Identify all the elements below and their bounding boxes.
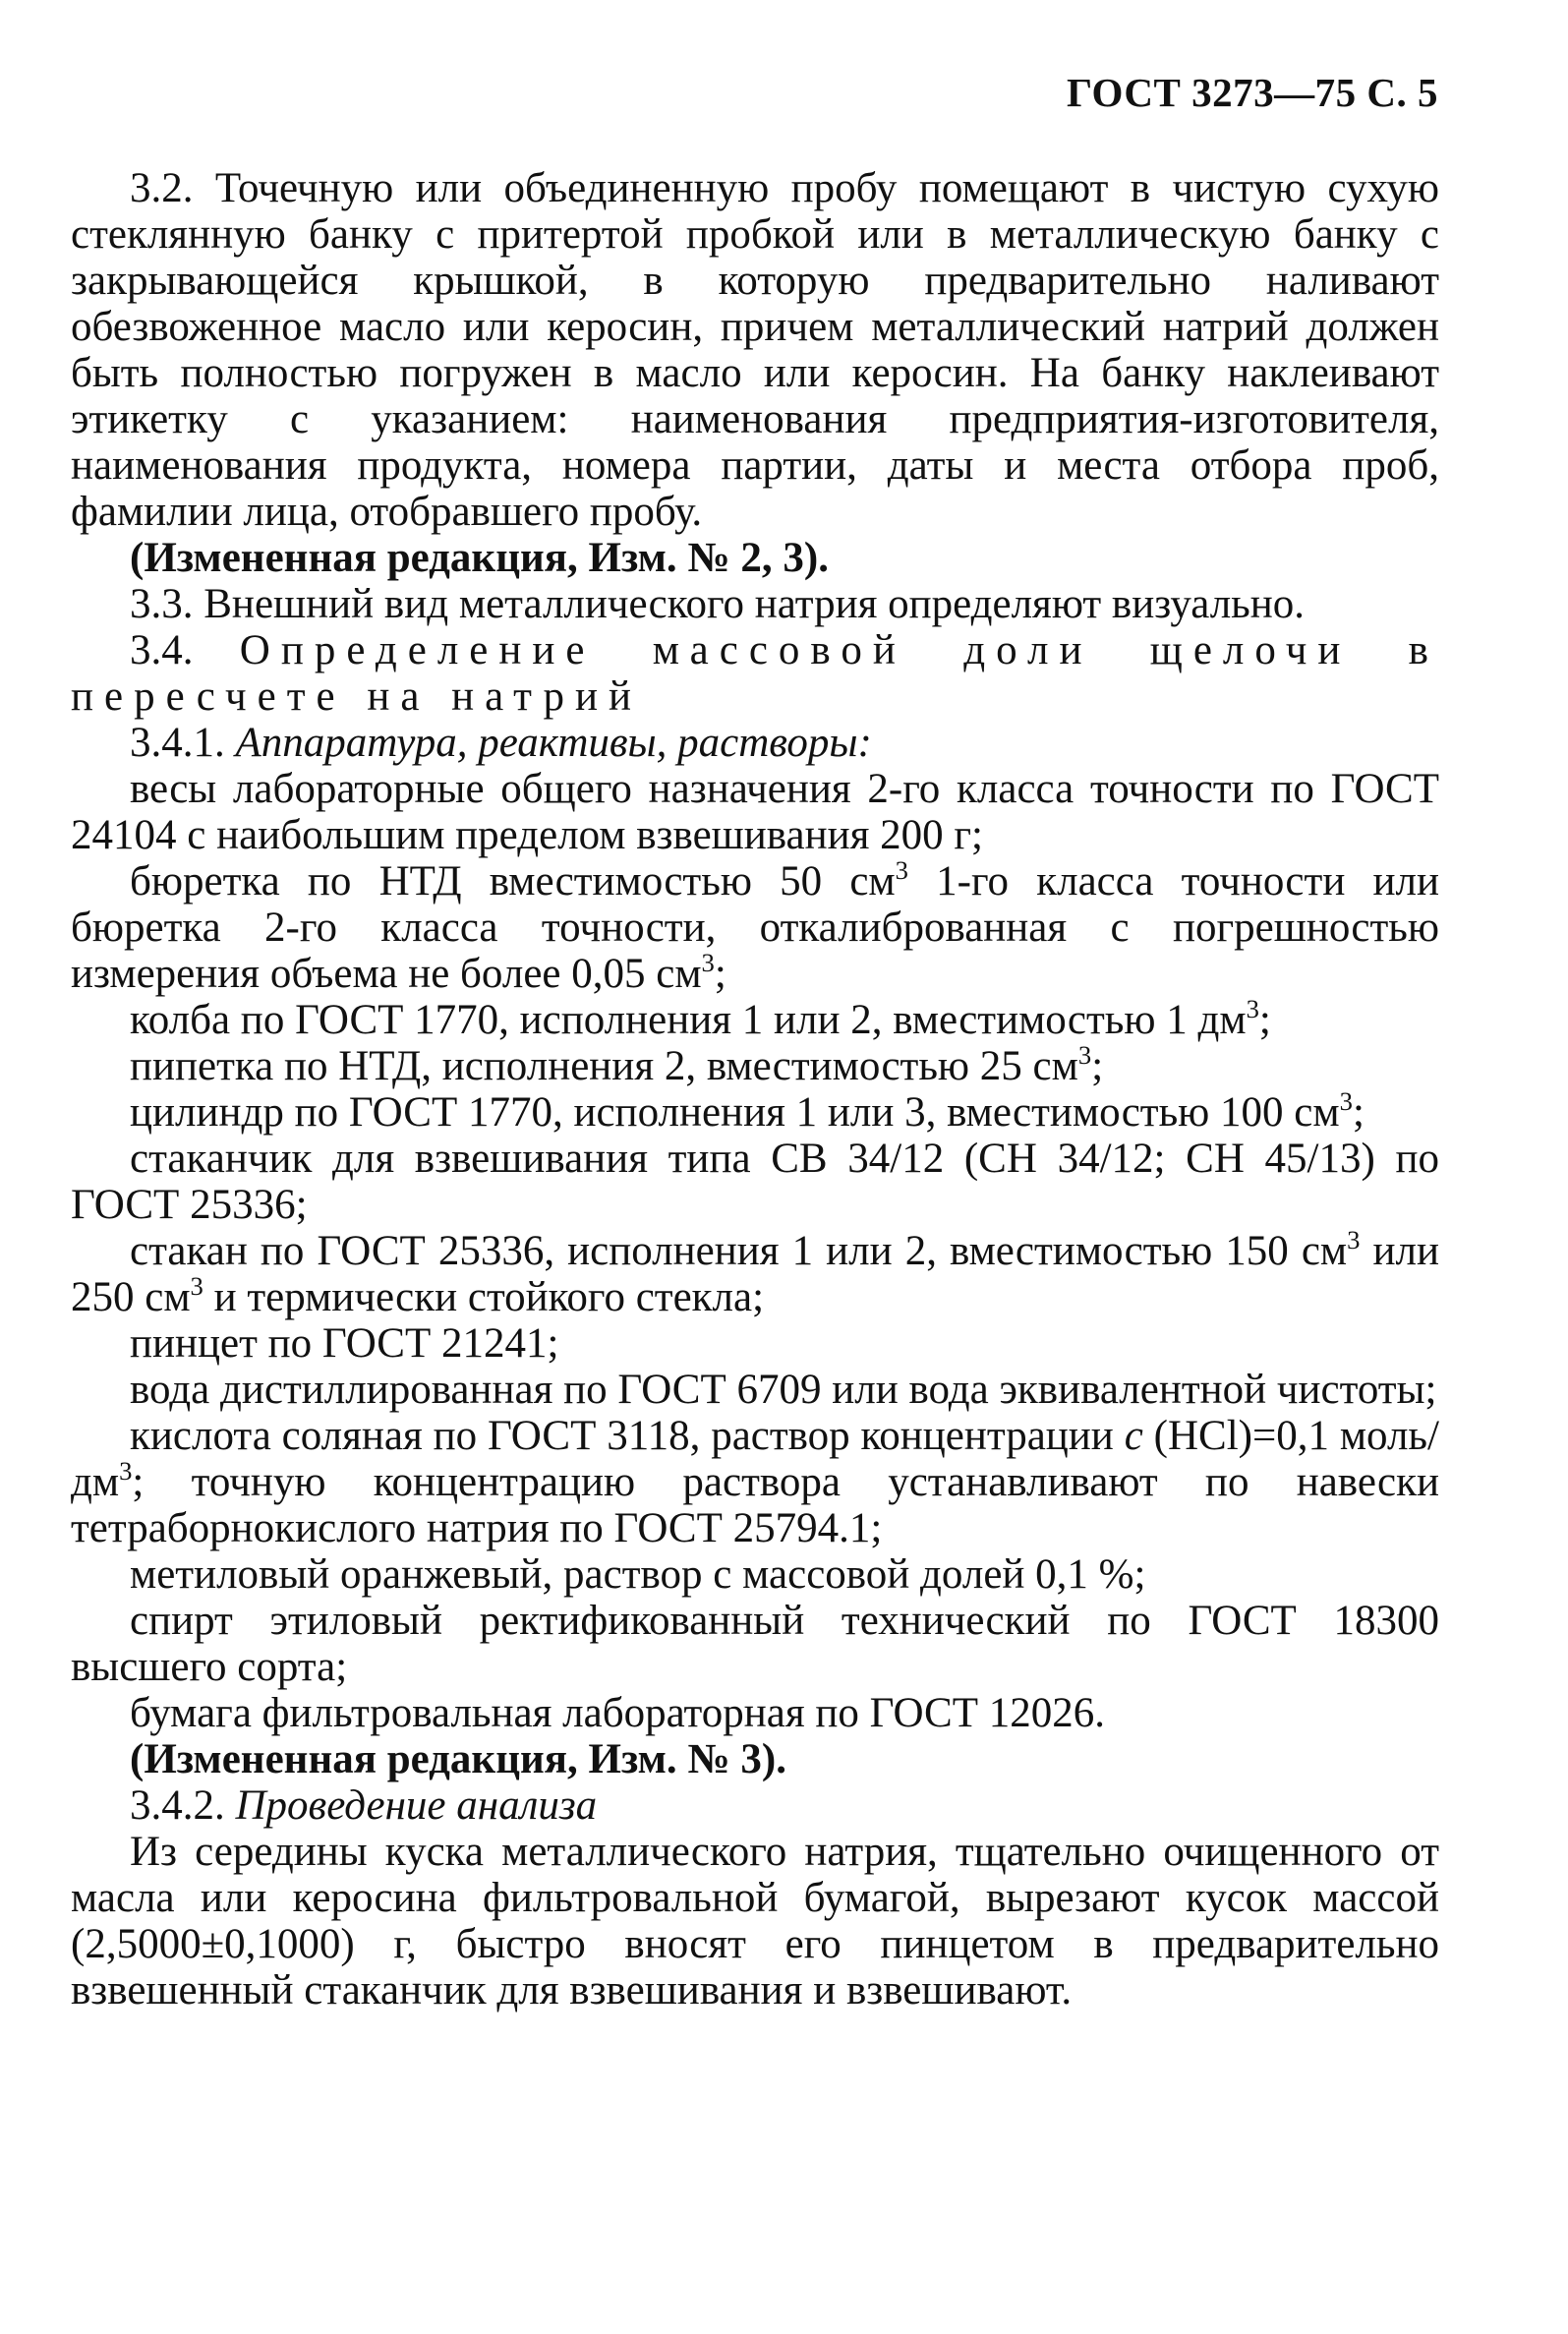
item-cylinder-text-2: ; <box>1352 1089 1365 1136</box>
heading-3-4-title: Определение массовой доли щелочи в пересчете на натрий <box>71 627 1439 720</box>
item-weighing-cup: стаканчик для взвешивания типа СВ 34/12 (СН 34/12; СН 45/13) по ГОСТ 25336; <box>71 1136 1439 1228</box>
superscript: 3 <box>1347 1225 1361 1255</box>
heading-3-4 <box>71 627 1439 720</box>
item-pipette-text-2: ; <box>1091 1043 1104 1089</box>
item-cylinder <box>71 1086 1439 1136</box>
item-filter-paper: бумага фильтровальная лабораторная по ГОСТ 12026. <box>130 1690 1105 1736</box>
superscript: 3 <box>190 1271 203 1301</box>
item-ethanol: спирт этиловый ректификованный технический по ГОСТ 18300 высшего сорта; <box>71 1598 1439 1690</box>
superscript: 3 <box>895 855 908 885</box>
item-methyl-orange: метиловый оранжевый, раствор с массовой долей 0,1 %; <box>130 1551 1146 1598</box>
amendment-note-3-2: (Измененная редакция, Изм. № 2, 3). <box>130 535 829 581</box>
item-flask-text-2: ; <box>1258 997 1271 1043</box>
superscript: 3 <box>1246 994 1259 1023</box>
heading-3-4-2 <box>71 1782 1439 1829</box>
paragraph-3-3: 3.3. Внешний вид металлического натрия определяют визуально. <box>130 581 1306 627</box>
heading-3-4-1 <box>71 720 1439 766</box>
heading-3-4-2-title: Проведение анализа <box>235 1782 598 1829</box>
amendment-note-3-4-1: (Измененная редакция, Изм. № 3). <box>130 1736 786 1782</box>
item-acid <box>71 1413 1439 1551</box>
item-water: вода дистиллированная по ГОСТ 6709 или вода эквивалентной чистоты; <box>130 1367 1437 1413</box>
paragraph-3-2: 3.2. Точечную или объединенную пробу помещают в чистую сухую стеклянную банку с притертой пробкой или в металлическую банку с закрывающейся крышкой, в которую предварительно наливают обезвоженное масло или керосин, причем металлический натрий должен быть полностью погружен в масло или керосин. На банку наклеивают этикетку с указанием: наименования предприятия-изготовителя, наименования продукта, номера партии, даты и места отбора проб, фамилии лица, отобравшего пробу. <box>71 165 1439 535</box>
item-flask-text-1: колба по ГОСТ 1770, исполнения 1 или 2, вместимостью 1 дм <box>130 997 1247 1043</box>
item-scales: весы лабораторные общего назначения 2-го класса точности по ГОСТ 24104 с наибольшим пределом взвешивания 200 г; <box>71 766 1439 858</box>
item-acid-text-2: (HCl)=0,1 моль/дм <box>71 1413 1439 1505</box>
item-acid-concentration-symbol: c <box>1124 1413 1143 1459</box>
superscript: 3 <box>701 948 715 977</box>
item-beaker <box>71 1225 1440 1320</box>
superscript: 3 <box>1339 1086 1353 1116</box>
paragraph-3-4-2: Из середины куска металлического натрия, тщательно очищенного от масла или керосина фильтровальной бумагой, вырезают кусок массой (2,5000±0,1000) г, быстро вносят его пинцетом в предварительно взвешенный стаканчик для взвешивания и взвешивают. <box>71 1829 1439 2013</box>
item-burette-text-2: 1-го класса точности или бюретка 2-го класса точности, откалиброванная с погрешностью измерения объема не более 0,05 см <box>71 858 1439 997</box>
item-burette-text-3: ; <box>714 951 726 997</box>
heading-3-4-1-title: Аппаратура, реактивы, растворы: <box>235 720 872 766</box>
item-beaker-text-3: и термически стойкого стекла; <box>203 1274 765 1320</box>
item-acid-text-1: кислота соляная по ГОСТ 3118, раствор концентрации <box>130 1413 1125 1459</box>
item-cylinder-text-1: цилиндр по ГОСТ 1770, исполнения 1 или 3, вместимостью 100 см <box>130 1089 1340 1136</box>
item-beaker-text-2: или 250 см <box>71 1228 1440 1320</box>
heading-3-4-1-number: 3.4.1. <box>130 720 225 766</box>
item-burette-text-1: бюретка по НТД вместимостью 50 см <box>130 858 896 904</box>
item-flask <box>71 994 1439 1043</box>
item-acid-text-3: ; точную концентрацию раствора устанавливают по навески тетраборнокислого натрия по ГОСТ 25794.1; <box>71 1459 1439 1551</box>
item-tweezers: пинцет по ГОСТ 21241; <box>130 1320 559 1367</box>
superscript: 3 <box>1077 1040 1092 1070</box>
page-header: ГОСТ 3273—75 С. 5 <box>1066 70 1438 115</box>
superscript: 3 <box>119 1456 133 1486</box>
heading-3-4-number: 3.4. <box>130 627 194 673</box>
item-burette <box>71 855 1439 997</box>
document-body <box>71 165 1439 2013</box>
heading-3-4-2-number: 3.4.2. <box>130 1782 225 1829</box>
item-pipette-text-1: пипетка по НТД, исполнения 2, вместимостью 25 см <box>130 1043 1078 1089</box>
item-pipette <box>71 1040 1439 1089</box>
item-beaker-text-1: стакан по ГОСТ 25336, исполнения 1 или 2, вместимостью 150 см <box>130 1228 1348 1274</box>
